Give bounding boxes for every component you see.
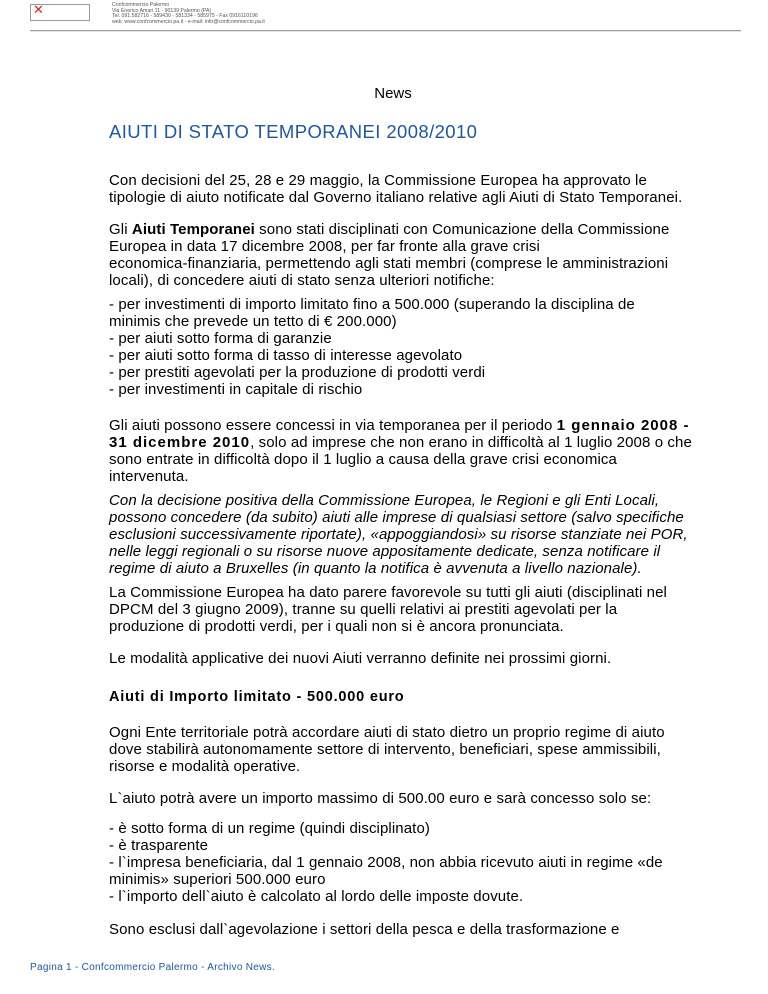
text-line: regime di aiuto a Bruxelles (in quanto la notifica è avvenuta a livello nazionale). — [109, 560, 642, 577]
text-line: 31 dicembre 2010, solo ad imprese che non erano in difficoltà al 1 luglio 2008 o che — [109, 434, 692, 451]
org-web: web: www.confcommercio.pa.it - e-mail: info@confcommercio.pa.it — [112, 18, 265, 25]
text-line: Con decisioni del 25, 28 e 29 maggio, la Commissione Europea ha approvato le — [109, 172, 647, 189]
letterhead — [0, 0, 768, 36]
list-item: - per aiuti sotto forma di tasso di interesse agevolato — [109, 347, 463, 364]
text-line: Gli Aiuti Temporanei sono stati disciplinati con Comunicazione della Commissione — [109, 221, 670, 238]
text-line: La Commissione Europea ha dato parere favorevole su tutti gli aiuti (disciplinati nel — [109, 584, 667, 601]
article-title: AIUTI DI STATO TEMPORANEI 2008/2010 — [109, 121, 478, 142]
text-line: DPCM del 3 giugno 2009), tranne su quelli relativi ai prestiti agevolati per la — [109, 601, 618, 618]
page-footer: Pagina 1 - Confcommercio Palermo - Archivo News. — [30, 962, 276, 973]
subheading: Aiuti di Importo limitato - 500.000 euro — [109, 689, 405, 705]
text-line: tipologie di aiuto notificate dal Governo italiano relative agli Aiuti di Stato Temporanei. — [109, 189, 683, 206]
org-phone: Tel. 091.582716 - 589430 - 581334 - 585975 - Fax 0916110196 — [112, 13, 258, 20]
paragraph-4-italic — [109, 492, 724, 577]
text-line: produzione di prodotti verdi, per i quali non si è ancora pronunciata. — [109, 618, 564, 635]
text-line: intervenuta. — [109, 468, 189, 485]
text-line: possono concedere (da subito) aiuti alle imprese di qualsiasi settore (salvo specifiche — [109, 509, 684, 526]
paragraph-3 — [109, 417, 724, 485]
list-item: - per aiuti sotto forma di garanzie — [109, 330, 332, 347]
org-name: Confcommercio Palermo — [112, 2, 170, 8]
list-item: minimis» superiori 500.000 euro — [109, 871, 326, 888]
text-line: Gli aiuti possono essere concessi in via temporanea per il periodo 1 gennaio 2008 - — [109, 417, 690, 434]
list-item: - l`impresa beneficiaria, dal 1 gennaio 2008, non abbia ricevuto aiuti in regime «de — [109, 854, 663, 871]
text-line: dove stabilirà autonomamente settore di intervento, beneficiari, spese ammissibili, — [109, 741, 661, 758]
bold-term: Aiuti Temporanei — [131, 221, 255, 238]
text-line: esclusioni successivamente riportate), «appoggiandosi» su risorse stanziate nei POR, — [109, 526, 688, 543]
bold-date: 1 gennaio 2008 - — [556, 417, 690, 434]
paragraph-9 — [109, 921, 724, 938]
text-line: Sono esclusi dall`agevolazione i settori della pesca e della trasformazione e — [109, 921, 620, 938]
bold-date: 31 dicembre 2010 — [109, 434, 251, 451]
bullet-list-1 — [109, 296, 724, 398]
text-line: sono entrate in difficoltà dopo il 1 luglio a causa della grave crisi economica — [109, 451, 617, 468]
text-line: risorse e modalità operative. — [109, 758, 301, 775]
text-line: L`aiuto potrà avere un importo massimo di 500.00 euro e sarà concesso solo se: — [109, 790, 652, 807]
text-line: economica-finanziaria, permettendo agli stati membri (comprese le amministrazioni — [109, 255, 669, 272]
paragraph-8 — [109, 790, 724, 807]
letterhead-text — [112, 3, 265, 25]
list-item: - l`importo dell`aiuto è calcolato al lordo delle imposte dovute. — [109, 888, 524, 905]
section-label: News — [374, 85, 412, 102]
text-line: Con la decisione positiva della Commissione Europea, le Regioni e gli Enti Locali, — [109, 492, 660, 509]
header-divider — [30, 30, 741, 32]
text-line: locali), di concedere aiuti di stato senza ulteriori notifiche: — [109, 272, 495, 289]
paragraph-6 — [109, 650, 724, 667]
list-item: - è sotto forma di un regime (quindi disciplinato) — [109, 820, 430, 837]
text-line: Ogni Ente territoriale potrà accordare aiuti di stato dietro un proprio regime di aiuto — [109, 724, 665, 741]
list-item: minimis che prevede un tetto di € 200.000) — [109, 313, 397, 330]
text-line: Europea in data 17 dicembre 2008, per far fronte alla grave crisi — [109, 238, 540, 255]
paragraph-5 — [109, 584, 724, 635]
paragraph-7 — [109, 724, 724, 775]
list-item: - per prestiti agevolati per la produzione di prodotti verdi — [109, 364, 486, 381]
org-address: Via Enerico Amari 11 - 90139 Palermo (PA) — [112, 7, 212, 14]
broken-image-icon: ✕ — [30, 4, 90, 21]
text-line: Le modalità applicative dei nuovi Aiuti verranno definite nei prossimi giorni. — [109, 650, 612, 667]
list-item: - è trasparente — [109, 837, 209, 854]
paragraph-1 — [109, 172, 724, 206]
list-item: - per investimenti di importo limitato fino a 500.000 (superando la disciplina de — [109, 296, 635, 313]
bullet-list-2 — [109, 820, 724, 905]
paragraph-2 — [109, 221, 724, 289]
list-item: - per investimenti in capitale di rischio — [109, 381, 363, 398]
text-line: nelle leggi regionali o su risorse nuove appositamente dedicate, senza notificare il — [109, 543, 661, 560]
